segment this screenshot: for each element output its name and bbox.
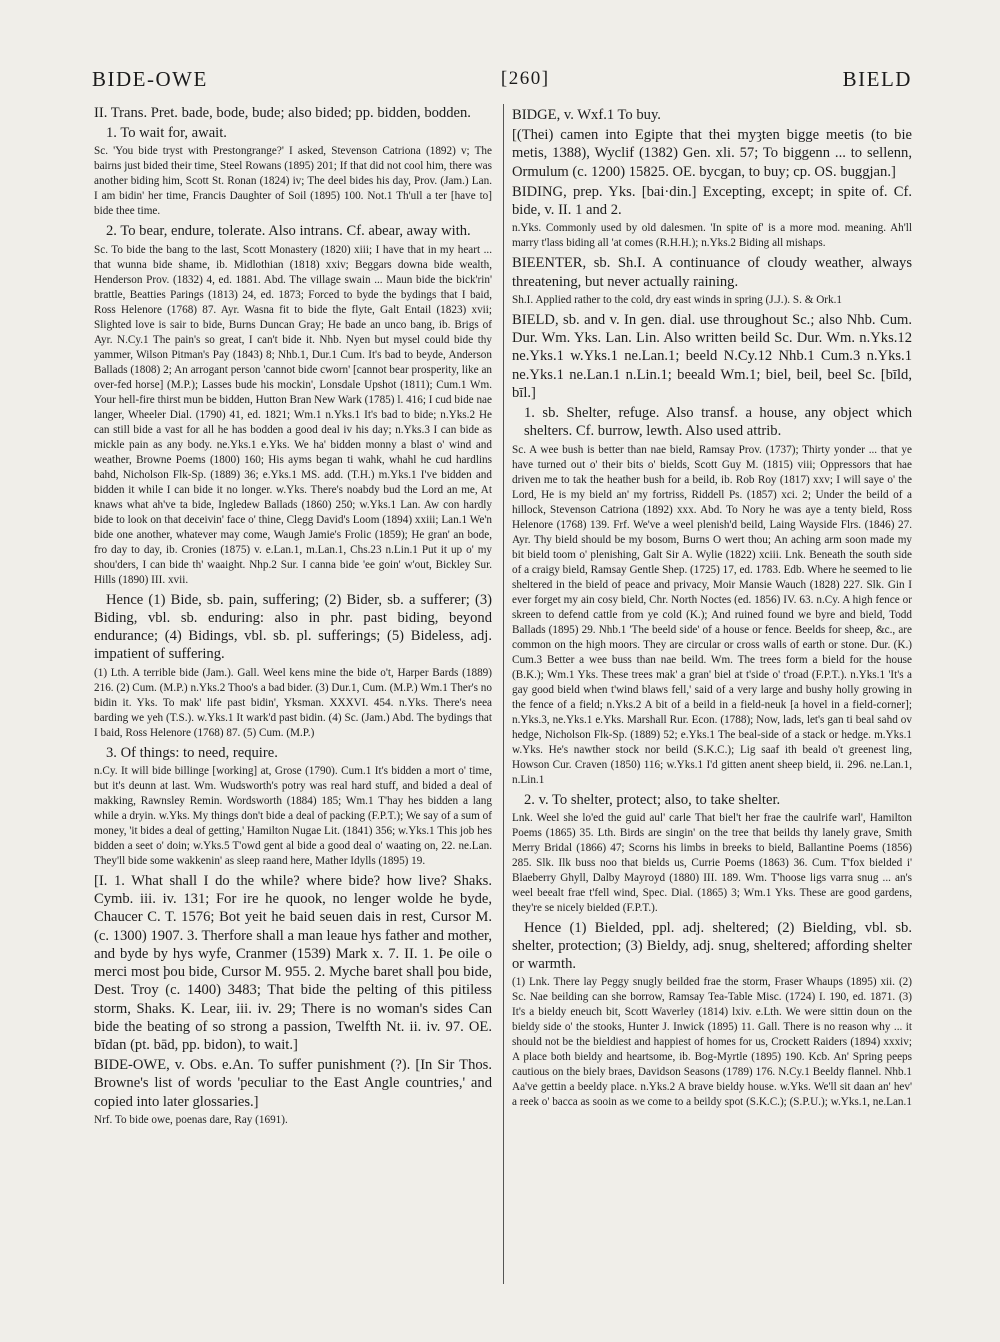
- definition-paragraph: [I. 1. What shall I do the while? where bide? how live? Shaks. Cymb. iii. iv. 131; For ire he quook, no lenger wolde he byde, Chaucer C. T. 1576; Bot yeit he baid seuen dais in rest, Cursor M. (c. 1300) 1907. 3. Therfore shall a man leaue hys father and mother, and byde by hys wyfe, Cranmer (1539) Mark x. 7. II. 1. Þe oile o merci most þou bide, Cursor M. 955. 2. Myche baret shall þou bide, Dest. Troy (c. 1400) 3483; That bide the pelting of this pitiless storm, Shaks. K. Lear, iii. iv. 29; There is no woman's sides Can bide the beating of so strong a passion, Twelfth Nt. ii. iv. 97. OE. bīdan (pt. bād, pp. bidon), to wait.]: [94, 872, 492, 1053]
- column-divider: [503, 104, 504, 1284]
- citation-paragraph: Sc. A wee bush is better than nae bield, Ramsay Prov. (1737); Thirty yonder ... that ye have turned out o' their bits o' bields, Scott Guy M. (1815) viii; Oppressors that hae driven me to tak the heather bush for a beild, ib. Rob Roy (1817) xxv; I will saye o' the Lord, He is my bield an' my fortriss, Riddell Ps. (1857) xci. 2; Under the beild of a hillock, Stevenson Catriona (1892) xxx. Abd. To Nory he was aye a tenty bield, Ross Helenore (1768) 139. Frf. We've a weel plenish'd beild, Laing Wayside Flrs. (1846) 27. Ayr. Thy bield should be my bosom, Burns O wert thou; An aching arm soon made my bit bield toom o' plenishing, Galt Sir A. Wylie (1822) xciii. Lnk. Beneath the south side of a craigy bield, Ramsay Gentle Shep. (1725) 17, ed. 1783. Edb. Where he seemed to lie sheltered in the bield of peace and privacy, Moir Mansie Wauch (1828) 227. Slk. Gin I ever forget my ain cosy bield, Chr. North Noctes (ed. 1856) IV. 63. n.Cy. A high fence or skreen to defend cattle from ye cold (K.); And ruined found we byre and bield, Todd Ballads (1895) 29. Nhb.1 'The beeld side' of a house or fence. Beelds for sheep, &c., are common on the high moors. They are circular or cross walls of earth or stone. Dur. (K.) Cum.3 Better a wee buss than nae beild. Wm. The trees form a bield for the house (B.K.); Wm.1 Yks. These trees mak' a gran' biel at t'side o' t'road (F.P.T.). n.Yks.1 'It's a gay good bield when t'wind blaws fell,' said of a very large and bushy holly growing in the fence of a field; n.Yks.2 A bit of a beild in a field-neuk [a hovel in a field-corner]; n.Yks.3, ne.Yks.1 e.Yks. Marshall Rur. Econ. (1788); Now, lads, let's gan ti beal sahd ov hedge, Nicholson Flk-Sp. (1889) 52; e.Yks.1 The beal-side of a stack or hedge. m.Yks.1 w.Yks. He's nawther stock nor beild (S.K.C.); Lig saaf ith beald o't greenest ling, Howson Cur. Craven (1850) 116; w.Yks.1 I'd gitten anent sheep bield, ii. 296. ne.Lan.1, n.Lin.1: [512, 443, 912, 786]
- entry-headword-paragraph: BIEENTER, sb. Sh.I. A continuance of cloudy weather, always threatening, but never actually raining.: [512, 255, 912, 290]
- definition-paragraph: [(Thei) camen into Egipte that thei myȝten bigge meetis (to bie metis, 1388), Wyclif (1382) Gen. xli. 57; To biggenn ... to sellenn, Ormulum (c. 1200) 15825. OE. bycgan, to buy; cp. OS. buggjan.]: [512, 127, 912, 180]
- definition-paragraph: II. Trans. Pret. bade, bode, bude; also bided; pp. bidden, bodden.: [94, 105, 471, 121]
- citation-paragraph: (1) Lth. A terrible bide (Jam.). Gall. Weel kens mine the bide o't, Harper Bards (1889) 216. (2) Cum. (M.P.) n.Yks.2 Thoo's a bad bider. (3) Dur.1, Cum. (M.P.) Wm.1 Ther's no bidin it. Yks. To mak' life past bidin', Yksman. XXXVI. 454. n.Yks. There's neea barding we yeh (T.S.). w.Yks.1 It wark'd past bidin. (4) Sc. (Jam.) Abd. The bydings that I baid, Ross Helenore (1768) 87. (5) Cum. (M.P.): [94, 666, 492, 739]
- definition-paragraph: 3. Of things: to need, require.: [106, 744, 278, 761]
- page-number: [260]: [500, 68, 550, 89]
- definition-paragraph: 1. To wait for, await.: [106, 125, 227, 142]
- citation-paragraph: n.Yks. Commonly used by old dalesmen. 'In spite of' is a more mod. meaning. Ah'll marry t'lass biding all 'at comes (R.H.H.); n.Yks.2 Biding all mishaps.: [512, 222, 912, 250]
- entry-headword-paragraph: BIDING, prep. Yks. [bai·din.] Excepting, except; in spite of. Cf. bide, v. II. 1 and 2.: [512, 183, 912, 219]
- citation-paragraph: n.Cy. It will bide billinge [working] at, Grose (1790). Cum.1 It's bidden a mort o' time, but it's deunn at last. Wm. Wudsworth's potry was real hard stuff, and bided a deal of makking, Rawnsley Remin. Wordsworth (1884) 185; Wm.1 T'hay hes bidden a lang while a dryin. w.Yks. My things don't bide a deal of packing (F.P.T.); We say of a sum of money, 'it bides a deal of getting,' Hamilton Nugae Lit. (1841) 356; w.Yks.1 This job hes bidden a seet o' doin; w.Yks.5 T'owd gent al bide a good deal o' waating on, 22. ne.Lan. They'll bide some wakkenin' as sleep raand here, Mather Idylls (1895) 19.: [94, 764, 492, 867]
- left-running-head: BIDE-OWE: [92, 66, 208, 91]
- citation-paragraph: Lnk. Weel she lo'ed the guid aul' carle That biel't her frae the caulrife warl', Hamilton Poems (1865) 35. Lth. Birds are singin' on the tree that beilds thy lanely grave, Smith Merry Bridal (1866) 47; Scorns his limbs in breeks to bield, Ballantine Poems (1856) 285. Slk. Ilk buss noo that bields us, Currie Poems (1863) 36. Cum. T'fox bielded i' Blaeberry Ghyll, Dalby Mayroyd (1880) III. 189. Wm. T'hoose ligs varra snug ... an's weel beealt frae t'fell wind, Spec. Dial. (1865) 3; Wm.1 Yks. These are good gardens, they're se nicely bielded (F.P.T.).: [512, 811, 912, 914]
- entry-headword-paragraph: BIDGE, v. Wxf.1 To buy.: [512, 107, 661, 123]
- definition-paragraph: Hence (1) Bide, sb. pain, suffering; (2) Bider, sb. a sufferer; (3) Biding, vbl. sb. enduring: also in phr. past biding, beyond endurance; (4) Bidings, vbl. sb. pl. sufferings; (5) Bideless, adj. impatient of suffering.: [94, 591, 492, 663]
- running-header: [92, 62, 912, 96]
- definition-paragraph: Hence (1) Bielded, ppl. adj. sheltered; (2) Bielding, vbl. sb. shelter, protection; (3) Bieldy, adj. snug, sheltered; affording shelter or warmth.: [512, 919, 912, 973]
- definition-paragraph: 2. To bear, endure, tolerate. Also intrans. Cf. abear, away with.: [106, 223, 471, 240]
- citation-paragraph: Nrf. To bide owe, poenas dare, Ray (1691).: [94, 1113, 288, 1126]
- entry-headword-paragraph: BIDE-OWE, v. Obs. e.An. To suffer punishment (?). [In Sir Thos. Browne's list of words 'peculiar to the East Angle countries,' and copied into later glossaries.]: [94, 1057, 492, 1110]
- citation-paragraph: Sc. To bide the bang to the last, Scott Monastery (1820) xiii; I have that in my heart ... that wunna bide shame, ib. Midlothian (1818) xxiv; Beggars downa bide wealth, Henderson Prov. (1832) 4, ed. 1881. Abd. The village swain ... Maun bide the bick'rin' brattle, Beatties Parings (1813) 24, ed. 1873; Forced to byde the bydings that I baid, Ross Helenore (1768) 87. Ayr. Wasna fit to bide the flyte, Galt Entail (1823) xvii; Slighted love is sair to bide, Burns Duncan Gray; He bade an unco bang, ib. Brigs of Ayr. N.Cy.1 The pain's so great, I can't bide it. Nhb. Nyen but mysel could bide thy yammer, Wilson Pitman's Pay (1843) 8; Nhb.1, Dur.1 Cum. It's bad to beyde, Anderson Ballads (1808) 2; An arrogant person 'cannot bide cworn' [cannot bear prosperity, like an over-fed horse] (M.P.); Lasses bude his mockin', Lonsdale Upshot (1811); Cum.1 Wm. Your hell-fire thirst mun be bidden, Hutton Bran New Wark (1785) l. 416; I cud bide nae langer, Wheeler Dial. (1790) 41, ed. 1821; Wm.1 n.Yks.1 It's bad to bide; n.Yks.2 He can still bide a vast for all he has bodden a good deal iv his day; n.Yks.3 I can bide as mickle pain as any body. ne.Yks.1 e.Yks. We ha' bidden monny a blast o' wind and weather, Browne Poems (1800) 160; His ayms began ti wahk, whahl he cud hardlins bahd, Nicholson Flk-Sp. (1889) 36; e.Yks.1 MS. add. (T.H.) m.Yks.1 I've bidden and bidden it while I can bide it no longer. w.Yks. There's noabdy bud the Lord an me, At knaws what ah've ta bide, Ingledew Ballads (1860) 250; w.Yks.1 Lan. Aw con hardly bide to look on that deceivin' face o' thine, Clegg David's Loom (1894) xxiii; Lan.1 We'n bide one another, whatever may come, Waugh Jamie's Frolic (1859); He gran' an bode, fro day to day, ib. Cronies (1875) v. e.Lan.1, m.Lan.1, Chs.23 n.Lin.1 Put it up o' my shou'ders, I can bide th' waaight. Nhp.2 Sur. I canna bide 'ee goin' w'out, Bickley Sur. Hills (1890) III. xvii.: [94, 243, 492, 586]
- citation-paragraph: (1) Lnk. There lay Peggy snugly beilded frae the storm, Fraser Whaups (1895) xii. (2) Sc. Nae beilding can she borrow, Ramsay Tea-Table Misc. (1724) I. 190, ed. 1871. (3) It's a bieldy eneuch bit, Scott Waverley (1814) lxiv. e.Lth. We were sittin doun on the bieldy side o' the stooks, Hunter J. Inwick (1895) 11. Gall. There is no reason why ... it should not be the bieldiest and happiest of homes for us, Crockett Raiders (1894) xxxiv; A place both bieldy and heartsome, ib. Bog-Myrtle (1895) 190. Kcb. An' Spring peeps cautious on the biely braes, Davidson Seasons (1789) 176. N.Cy.1 Beeldy flannel. Nhb.1 Aa've gettin a beeldy place. n.Yks.2 A brave bieldy house. w.Yks. We'll sit daan an' hev' a reek o' bacca as sooin as we come to a beildy spot (S.K.C.); (S.P.U.); w.Yks.1, ne.Lan.1: [512, 976, 912, 1109]
- entry-headword-paragraph: BIELD, sb. and v. In gen. dial. use throughout Sc.; also Nhb. Cum. Dur. Wm. Yks. Lan. Lin. Also written beild Sc. Dur. Wm. n.Yks.12 ne.Yks.1 w.Yks.1 ne.Lan.1; beeld N.Cy.12 Nhb.1 Cum.3 n.Yks.1 ne.Yks.1 ne.Lan.1 n.Lin.1; beeald Wm.1; biel, beil, beel Sc. [bīld, bīl.]: [512, 311, 912, 401]
- right-column: [512, 104, 912, 1304]
- definition-paragraph: 2. v. To shelter, protect; also, to take shelter.: [524, 791, 781, 808]
- right-running-head: BIELD: [842, 66, 912, 91]
- citation-paragraph: Sc. 'You bide tryst with Prestongrange?' I asked, Stevenson Catriona (1892) v; The bairns just bided their time, Steel Rowans (1895) 201; If that did not cool him, there was another biding him, Scott St. Ronan (1824) iv; The deel bides his day, Prov. (Jam.) Lan. I am bidin' her time, Francis Daughter of Soil (1895) 100. Not.1 Th'ull a ter [have to] bide thee time.: [94, 145, 492, 218]
- citation-paragraph: Sh.I. Applied rather to the cold, dry east winds in spring (J.J.). S. & Ork.1: [512, 293, 842, 306]
- left-column: [94, 104, 492, 1304]
- definition-paragraph: 1. sb. Shelter, refuge. Also transf. a house, any object which shelters. Cf. burrow, lewth. Also used attrib.: [524, 405, 912, 440]
